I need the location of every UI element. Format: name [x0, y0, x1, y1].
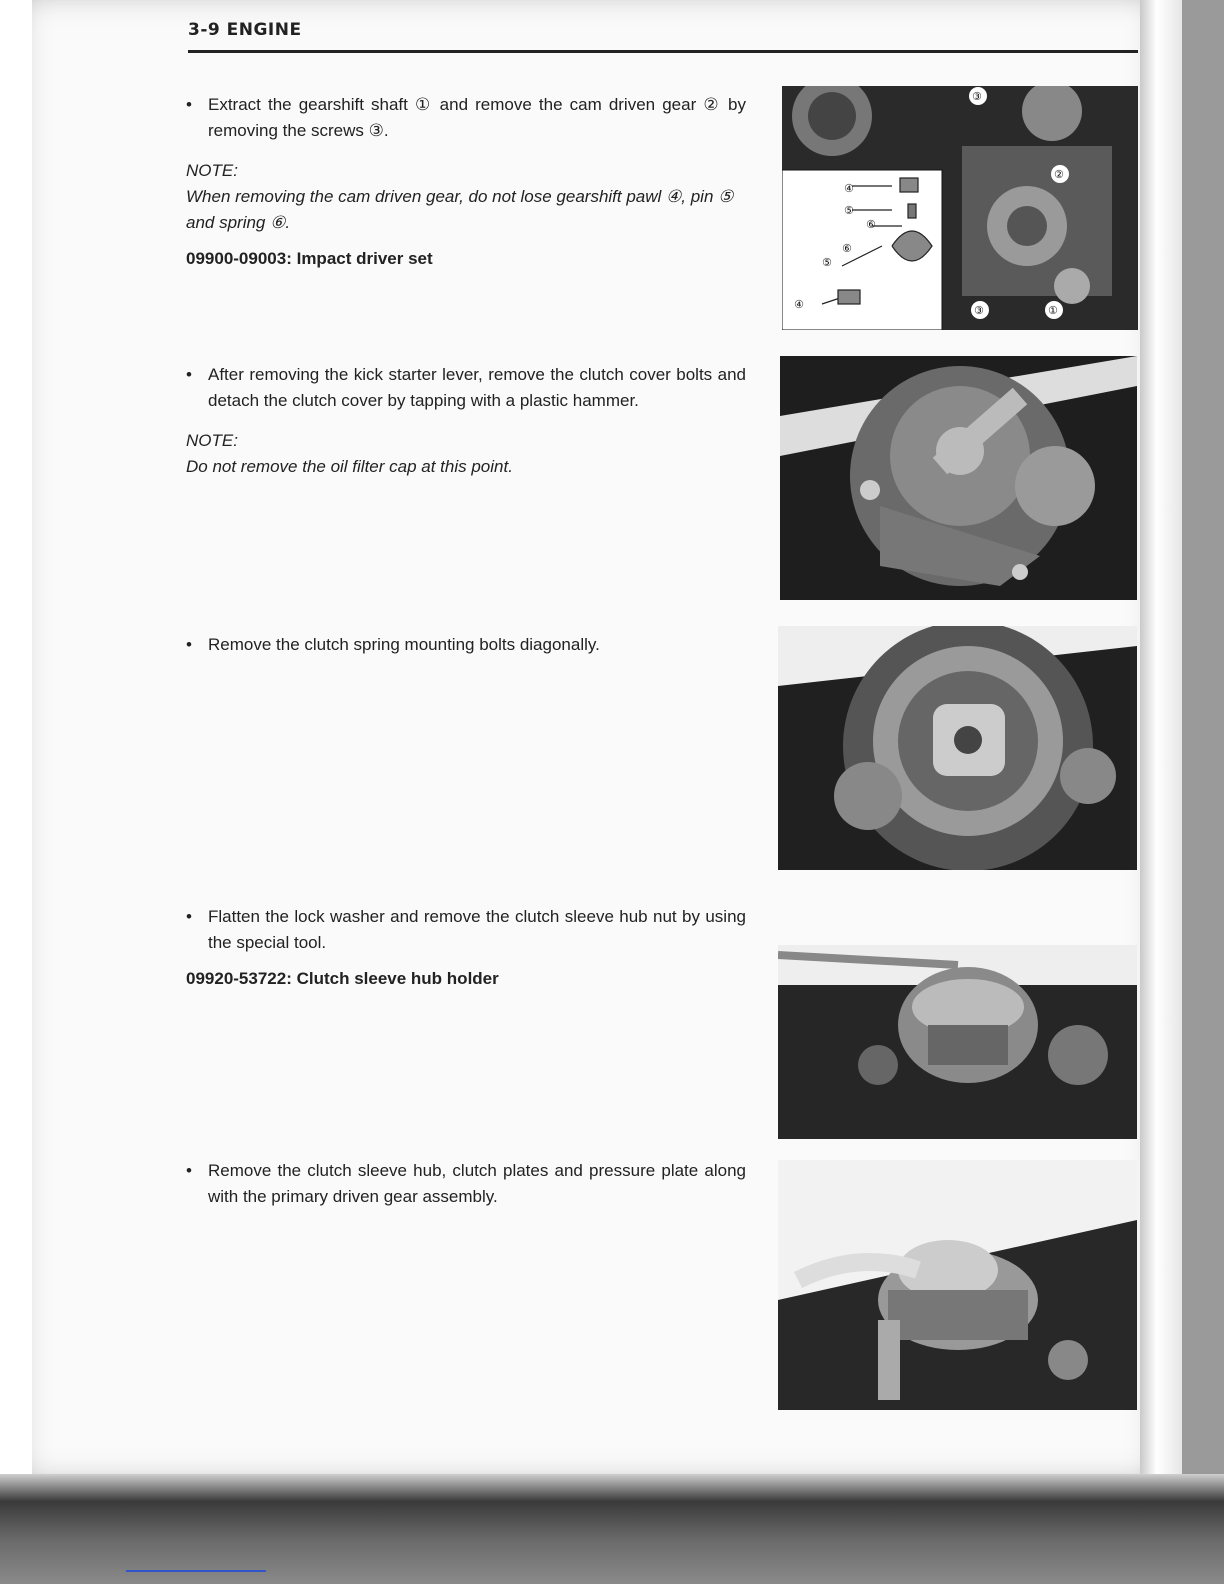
callout-5a: ⑤: [844, 204, 854, 217]
callout-6b: ⑥: [842, 242, 852, 255]
photo-clutch-springs: [778, 626, 1137, 870]
callout-4b: ④: [794, 298, 804, 311]
photo-sleeve-hub-holder: [778, 945, 1137, 1139]
page-title: 3-9 ENGINE: [188, 20, 302, 40]
callout-3a: ③: [972, 90, 982, 103]
photo-gearshift-cam: [782, 86, 1138, 330]
callout-3b: ③: [974, 304, 984, 317]
note-text-1: When removing the cam driven gear, do not lose gearshift pawl ④, pin ⑤ and spring ⑥.: [186, 187, 734, 232]
instruction-4: • Flatten the lock washer and remove the clutch sleeve hub nut by using the special tool.: [186, 904, 746, 956]
callout-1: ①: [1048, 304, 1058, 317]
callout-5b: ⑤: [822, 256, 832, 269]
instruction-2: • After removing the kick starter lever, remove the clutch cover bolts and detach the clutch cover by tapping with a plastic hammer.: [186, 362, 746, 414]
instruction-3: • Remove the clutch spring mounting bolts diagonally.: [186, 632, 746, 658]
callout-4a: ④: [844, 182, 854, 195]
callout-6a: ⑥: [866, 218, 876, 231]
special-tool-4: 09920-53722: Clutch sleeve hub holder: [186, 969, 499, 988]
section-2: [186, 362, 746, 480]
instruction-5: • Remove the clutch sleeve hub, clutch plates and pressure plate along with the primary driven gear assembly.: [186, 1158, 746, 1210]
page-header: [188, 20, 1138, 53]
photo-clutch-removal: [778, 1160, 1137, 1410]
binding-spine: [1140, 0, 1182, 1584]
special-tool-1: 09900-09003: Impact driver set: [186, 249, 433, 268]
note-text-2: Do not remove the oil filter cap at this point.: [186, 457, 513, 476]
section-4: [186, 904, 746, 992]
note-heading-2: NOTE:: [186, 431, 238, 450]
callout-2: ②: [1054, 168, 1064, 181]
note-heading-1: NOTE:: [186, 161, 238, 180]
footer-underline: [126, 1570, 266, 1572]
section-3: [186, 632, 746, 658]
section-1: [186, 92, 746, 272]
section-5: [186, 1158, 746, 1210]
photo-clutch-cover: [780, 356, 1137, 600]
page-left-edge: [0, 0, 32, 1584]
page-bottom-shadow: [0, 1474, 1224, 1584]
instruction-1: • Extract the gearshift shaft ① and remove the cam driven gear ② by removing the screws ③.: [186, 92, 746, 144]
